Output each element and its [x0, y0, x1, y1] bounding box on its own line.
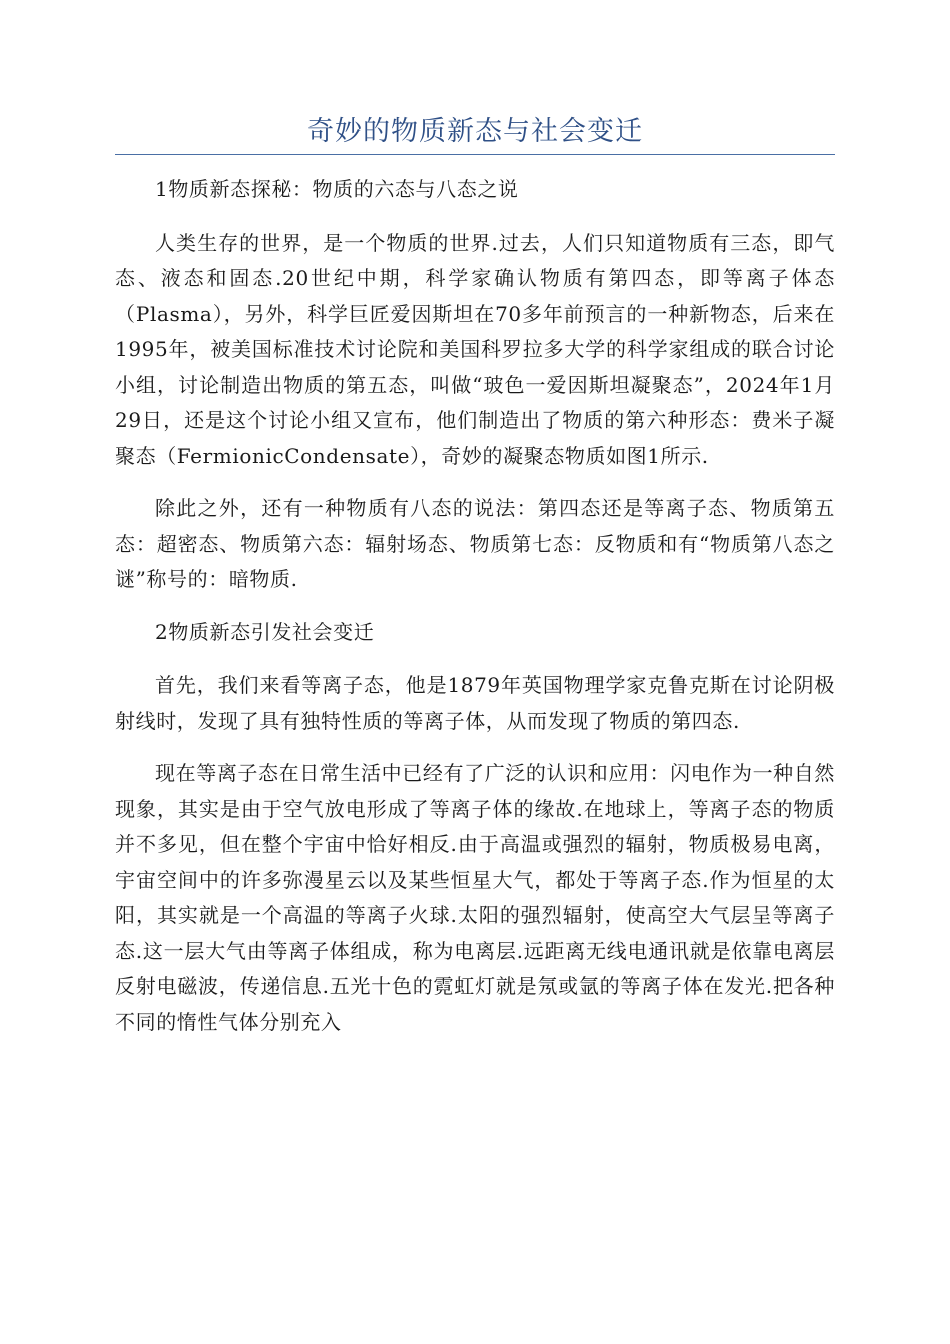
section-2-heading: 2物质新态引发社会变迁: [155, 619, 375, 644]
paragraph-1: 人类生存的世界，是一个物质的世界.过去，人们只知道物质有三态，即气态、液态和固态.20世纪中期，科学家确认物质有第四态，即等离子体态（Plasma），另外，科学巨匠爱因斯坦在70多年前预言的一种新物态，后来在1995年，被美国标准技术讨论院和美国科罗拉多大学的科学家组成的联合讨论小组，讨论制造出物质的第五态，叫做“玻色一爱因斯坦凝聚态”，2024年1月29日，还是这个讨论小组又宣布，他们制造出了物质的第六种形态：费米子凝聚态（FermionicCondensate），奇妙的凝聚态物质如图1所示.: [115, 230, 835, 468]
section-1-heading: 1物质新态探秘：物质的六态与八态之说: [155, 177, 519, 201]
paragraph-4: 现在等离子态在日常生活中已经有了广泛的认识和应用：闪电作为一种自然现象，其实是由于空气放电形成了等离子体的缘故.在地球上，等离子态的物质并不多见，但在整个宇宙中恰好相反.由于高温或强烈的辐射，物质极易电离，宇宙空间中的许多弥漫星云以及某些恒星大气，都处于等离子态.作为恒星的太阳，其实就是一个高温的等离子火球.太阳的强烈辐射，使高空大气层呈等离子态.这一层大气由等离子体组成，称为电离层.远距离无线电通讯就是依靠电离层反射电磁波，传递信息.五光十色的霓虹灯就是氖或氩的等离子体在发光.把各种不同的惰性气体分别充入: [115, 761, 835, 1034]
paragraph-2: 除此之外，还有一种物质有八态的说法：第四态还是等离子态、物质第五态：超密态、物质第六态：辐射场态、物质第七态：反物质和有“物质第八态之谜”称号的：暗物质.: [115, 496, 835, 591]
document-title: 奇妙的物质新态与社会变迁: [307, 116, 643, 147]
title-underline: [115, 154, 835, 155]
document-body: [115, 172, 835, 1040]
paragraph-3: 首先，我们来看等离子态，他是1879年英国物理学家克鲁克斯在讨论阴极射线时，发现了具有独特性质的等离子体，从而发现了物质的第四态.: [115, 673, 835, 733]
